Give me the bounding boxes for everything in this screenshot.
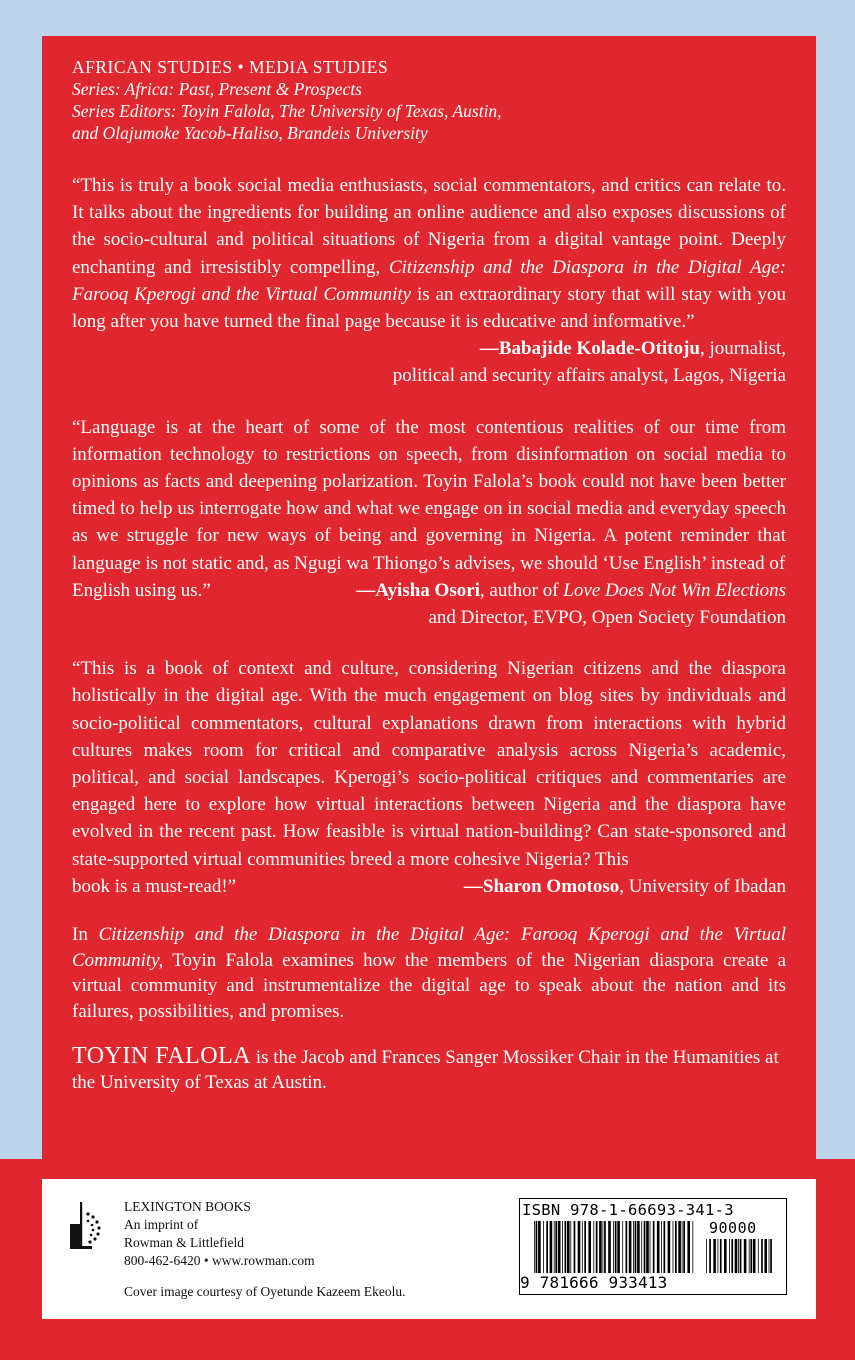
endorsement-1-text: “This is truly a book social media enthusiasts, social commentators, and critics can relate to. It talks about the ingredients for building an online audience and also exposes discussions of the socio-cultural and political situations of Nigeria from a digital vantage point. Deeply enchanting and irresistibly compelling, Citizenship and the Diaspora in the Digital Age: Farooq Kperogi and the Virtual Community is an extraordinary story that will stay with you long after you have turned the final page because it is educative and informative.” (72, 175, 787, 333)
lexington-logo-icon (66, 1200, 102, 1254)
series-editors-line2: and Olajumoke Yacob-Haliso, Brandeis University (72, 123, 428, 143)
publisher-info (124, 1198, 315, 1270)
endorsement-3-text: “This is a book of context and culture, considering Nigerian citizens and the diaspora holistically in the digital age. With the much engagement on blog sites by individuals and socio-political commentators, cultural explanations drawn from interactions with hybrid cultures makes room for critical and comparative analysis across Nigeria’s academic, political, and social landscapes. Kperogi’s socio-political critiques and commentaries are engaged here to explore how virtual interactions between Nigeria and the diaspora have evolved in the recent past. How feasible is virtual nation-building? Can state-sponsored and state-supported virtual communities breed a more cohesive Nigeria? This (72, 658, 786, 870)
book-title: Citizenship and the Diaspora in the Digital Age: Farooq Kperogi and the Virtual Community, (72, 924, 787, 971)
publisher-parent: Rowman & Littlefield (124, 1235, 244, 1250)
category-line: AFRICAN STUDIES • MEDIA STUDIES (72, 57, 389, 77)
book-title: Citizenship and the Diaspora in the Digital Age: Farooq Kperogi and the Virtual Community (72, 256, 787, 305)
isbn-barcode (519, 1198, 787, 1295)
book-summary: In Citizenship and the Diaspora in the Digital Age: Farooq Kperogi and the Virtual Community, Toyin Falola examines how the members of the Nigerian diaspora create a virtual community and instrumentalize the digital age to speak about the nation and its failures, possibilities, and promises. (72, 924, 787, 1022)
endorsement-2-text: “Language is at the heart of some of the most contentious realities of our time from information technology to restrictions on speech, from disinformation on social media to opinions as facts and deepening polarization. Toyin Falola’s book could not have been better timed to help us interrogate how and what we engage on in social media and everyday speech as we struggle for new ways of being and governing in Nigeria. A potent reminder that language is not static and, as Ngugi wa Thiongo’s advises, we should ‘Use English’ instead of (72, 416, 786, 574)
ean-barcode-bars (534, 1221, 694, 1273)
endorsement-2-attribution-role: and Director, EVPO, Open Society Foundation (428, 607, 786, 629)
endorser-name: —Ayisha Osori (356, 579, 480, 601)
publisher-imprint: An imprint of (124, 1217, 199, 1232)
author-bio: TOYIN FALOLA is the Jacob and Frances Sanger Mossiker Chair in the Humanities at the University of Texas at Austin. (72, 1043, 779, 1094)
price-code: 90000 (709, 1219, 757, 1237)
endorsement-1-attribution: —Babajide Kolade-Otitoju, journalist, (479, 338, 786, 360)
author-name: TOYIN FALOLA (72, 1043, 252, 1070)
endorsement-3 (72, 655, 786, 900)
isbn-number: ISBN 978-1-66693-341-3 (522, 1201, 734, 1219)
series-editors-line1: Series Editors: Toyin Falola, The University of Texas, Austin, (72, 101, 502, 121)
endorsement-2 (72, 414, 786, 632)
series-name: Series: Africa: Past, Present & Prospects (72, 79, 362, 99)
cover-image-credit: Cover image courtesy of Oyetunde Kazeem Ekeolu. (124, 1284, 406, 1299)
addon-barcode-bars (706, 1239, 772, 1273)
publisher-name: LEXINGTON BOOKS (124, 1199, 251, 1214)
endorser-name: —Babajide Kolade-Otitoju (479, 338, 700, 360)
endorsement-1 (72, 172, 786, 390)
endorsement-2-last-line: English using us.” —Ayisha Osori, author of Love Does Not Win Elections (72, 579, 786, 601)
endorsement-1-attribution-role: political and security affairs analyst, Lagos, Nigeria (392, 365, 786, 387)
back-cover-text (72, 56, 786, 1095)
series-block (72, 56, 786, 144)
publisher-contact: 800-462-6420 • www.rowman.com (124, 1253, 315, 1268)
endorser-name: —Sharon Omotoso (463, 875, 620, 897)
endorsement-3-last-line: book is a must-read!” —Sharon Omotoso, University of Ibadan (72, 875, 786, 897)
barcode-digits: 9 781666 933413 (520, 1273, 668, 1292)
